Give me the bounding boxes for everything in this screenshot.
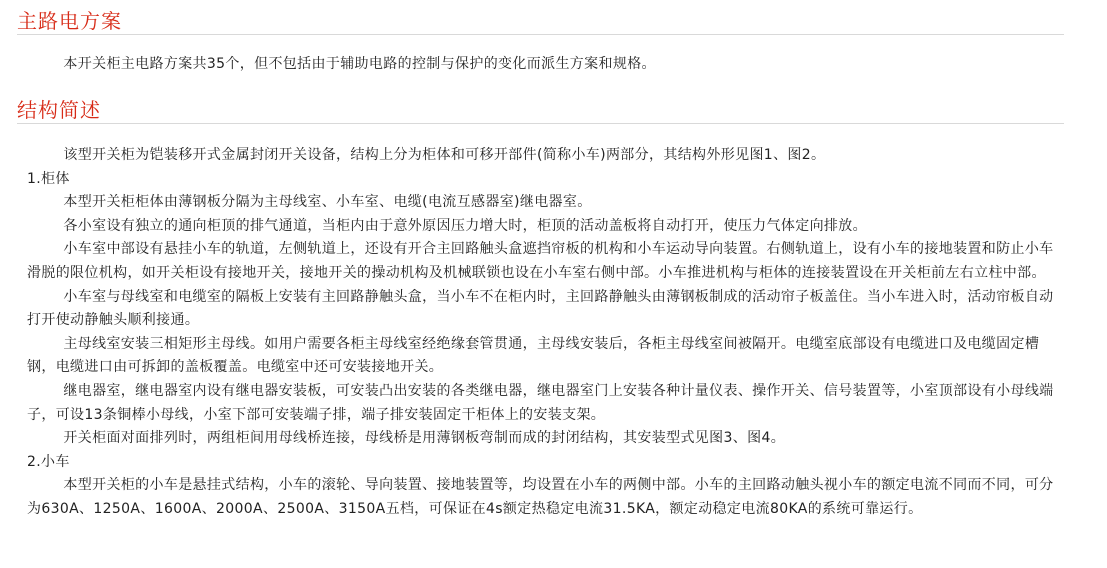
subsection-heading: 2.小车 — [27, 453, 70, 470]
section-main-circuit — [0, 8, 1107, 35]
subsection-heading: 1.柜体 — [27, 170, 70, 187]
section-heading — [17, 8, 1064, 35]
section-title: 结构简述 — [17, 98, 101, 122]
section-title: 主路电方案 — [17, 9, 122, 33]
paragraph: 小车室与母线室和电缆室的隔板上安装有主回路静触头盒，当小车不在柜内时，主回路静触头由薄钢板制成的活动帘子板盖住。当小车进入时，活动帘板自动打开使动静触头顺利接通。 — [27, 288, 1054, 329]
paragraph: 开关柜面对面排列时，两组柜间用母线桥连接，母线桥是用薄钢板弯制而成的封闭结构，其安装型式见图3、图4。 — [63, 430, 786, 447]
paragraph: 主母线室安装三相矩形主母线。如用户需要各柜主母线室经绝缘套管贯通，主母线安装后，各柜主母线室间被隔开。电缆室底部设有电缆进口及电缆固定槽钢，电缆进口由可拆卸的盖板覆盖。电缆室中还可安装接地开关。 — [27, 335, 1040, 376]
paragraph: 本开关柜主电路方案共35个，但不包括由于辅助电路的控制与保护的变化而派生方案和规格。 — [63, 56, 656, 72]
paragraph: 该型开关柜为铠装移开式金属封闭开关设备，结构上分为柜体和可移开部件(简称小车)两部分，其结构外形见图1、图2。 — [63, 147, 826, 163]
section-body — [27, 53, 1067, 77]
paragraph: 各小室设有独立的通向柜顶的排气通道，当柜内由于意外原因压力增大时，柜顶的活动盖板将自动打开，使压力气体定向排放。 — [63, 217, 867, 234]
paragraph: 本型开关柜的小车是悬挂式结构，小车的滚轮、导向装置、接地装置等，均设置在小车的两侧中部。小车的主回路动触头视小车的额定电流不同而不同，可分为630A、1250A、1600A、2000A、2500A、3150A五档，可保证在4s额定热稳定电流31.5KA，额定动稳定电流80KA的系统可靠运行。 — [27, 477, 1054, 517]
section-structure — [0, 97, 1107, 124]
paragraph: 小车室中部设有悬挂小车的轨道，左侧轨道上，还设有开合主回路触头盒遮挡帘板的机构和小车运动导向装置。右侧轨道上，设有小车的接地装置和防止小车滑脱的限位机构，如开关柜设有接地开关，接地开关的操动机构及机械联锁也设在小车室右侧中部。小车推进机构与柜体的连接装置设在开关柜前左右立柱中部。 — [27, 241, 1054, 281]
paragraph: 继电器室，继电器室内设有继电器安装板，可安装凸出安装的各类继电器，继电器室门上安装各种计量仪表、操作开关、信号装置等，小室顶部设有小母线端子，可设13条铜棒小母线，小室下部可安装端子排，端子排安装固定干柜体上的安装支架。 — [27, 382, 1054, 423]
section-body — [27, 144, 1067, 522]
paragraph: 本型开关柜柜体由薄钢板分隔为主母线室、小车室、电缆(电流互感器室)继电器室。 — [63, 194, 592, 211]
section-heading — [17, 97, 1064, 124]
